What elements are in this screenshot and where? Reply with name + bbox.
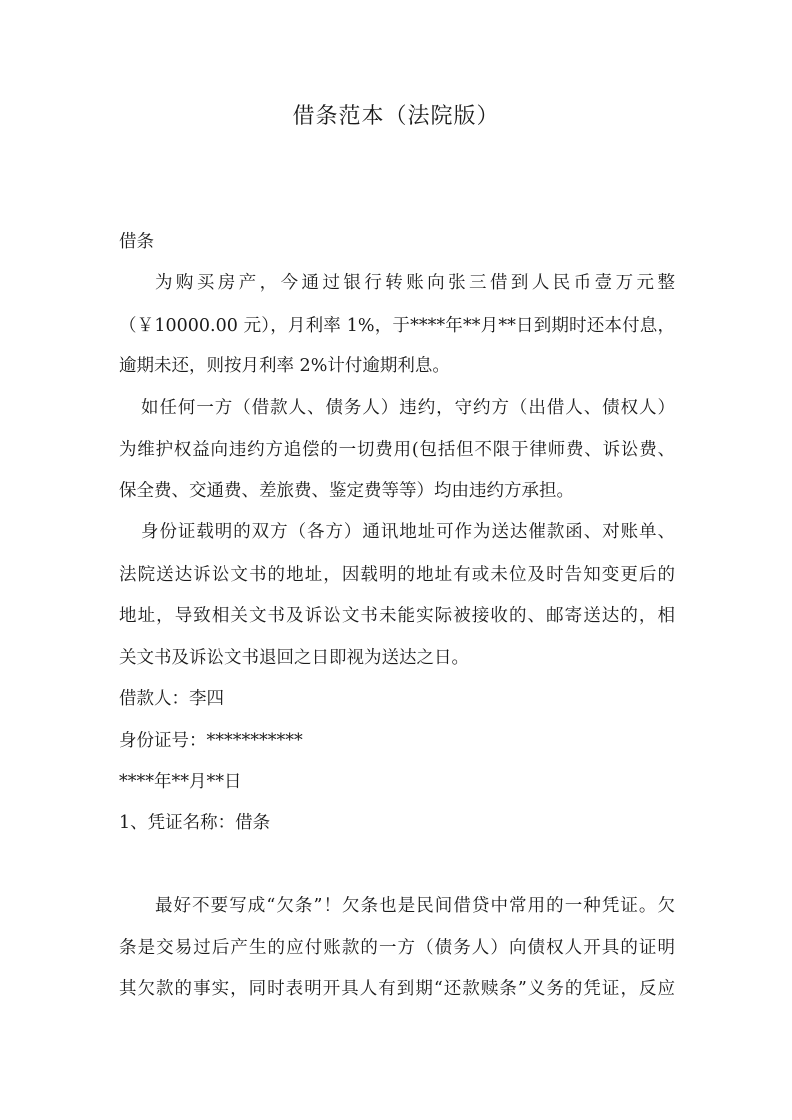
- paragraph-3-line-2: 法院送达诉讼文书的地址，因载明的地址有或未位及时告知变更后的: [119, 565, 675, 585]
- paragraph-2-line-3: 保全费、交通费、差旅费、鉴定费等等）均由违约方承担。: [119, 481, 574, 501]
- item-1-line: 1、凭证名称：借条: [119, 813, 271, 833]
- paragraph-4-line-1: 最好不要写成“欠条”！欠条也是民间借贷中常用的一种凭证。欠: [155, 896, 675, 916]
- paragraph-4-line-2: 条是交易过后产生的应付账款的一方（债务人）向债权人开具的证明: [119, 938, 675, 958]
- borrower-line: 借款人：李四: [119, 689, 224, 709]
- date-line: ****年**月**日: [119, 772, 242, 792]
- paragraph-2-line-2: 为维护权益向违约方追偿的一切费用(包括但不限于律师费、诉讼费、: [119, 440, 675, 460]
- paragraph-3-line-3: 地址，导致相关文书及诉讼文书未能实际被接收的、邮寄送达的，相: [119, 606, 675, 626]
- paragraph-1-line-1: 为购买房产，今通过银行转账向张三借到人民币壹万元整: [155, 273, 675, 293]
- paragraph-4-line-3: 其欠款的事实，同时表明开具人有到期“还款赎条”义务的凭证，反应: [119, 979, 675, 999]
- paragraph-1-line-2: （￥10000.00 元），月利率 1%，于****年**月**日到期时还本付息，: [119, 316, 675, 336]
- section-heading: 借条: [119, 232, 154, 252]
- id-number-line: 身份证号：***********: [119, 731, 303, 751]
- paragraph-1-line-3: 逾期未还，则按月利率 2%计付逾期利息。: [119, 356, 450, 376]
- paragraph-3-line-4: 关文书及诉讼文书退回之日即视为送达之日。: [119, 648, 469, 668]
- paragraph-3-line-1: 身份证载明的双方（各方）通讯地址可作为送达催款函、对账单、: [141, 522, 675, 542]
- document-title: 借条范本（法院版）: [292, 104, 500, 129]
- paragraph-2-line-1: 如任何一方（借款人、债务人）违约，守约方（出借人、债权人）: [141, 398, 675, 418]
